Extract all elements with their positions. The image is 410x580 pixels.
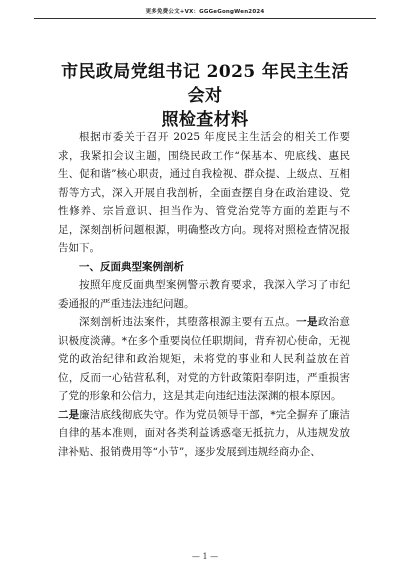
paragraph-2 <box>58 313 350 406</box>
intro-paragraph: 根据市委关于召开 2025 年度民主生活会的相关工作要求，我紧扣会议主题，围绕民政工作“保基本、兜底线、惠民生、促和谐”核心职责，通过自我检视、群众提、上级点、互相帮等方式，深入开展自我剖析，全面查摆自身在政治建设、党性修养、宗旨意识、担当作为、管党治党等方面的差距与不足，深刻剖析问题根源，明确整改方向。现将对照检查情况报告如下。 <box>58 131 350 254</box>
paragraph-2-rest: 政治意识极度淡薄。*在多个重要岗位任职期间，背弃初心使命，无视党的政治纪律和政治规矩，未将党的事业和人民利益放在首位，反而一心钻营私利，对党的方针政策阳奉阴违，严重损害了党的形象和公信力，这是其走向违纪违法深渊的根本原因。 <box>58 316 351 402</box>
paragraph-1: 按照年度反面典型案例警示教育要求，我深入学习了市纪委通报的严重违法违纪问题。 <box>58 279 350 310</box>
paragraph-3 <box>58 406 350 462</box>
header-divider <box>34 18 376 19</box>
paragraph-2-prefix: 深刻剖析违法案件，其堕落根源主要有五点。 <box>79 316 297 328</box>
document-title <box>60 60 350 132</box>
point-1-label: 一是 <box>296 316 318 328</box>
paragraph-3-rest: 廉洁底线彻底失守。作为党员领导干部，*完全摒弃了廉洁自律的基本准则，面对各类利益诱惑毫无抵抗力，从违规发放津补贴、报销费用等“小节”，逐步发展到违规经商办企、 <box>58 408 351 458</box>
section-heading-1: 一、反面典型案例剖析 <box>79 260 184 273</box>
header-note: 更多免费公文+VX：GGGeGongWen2024 <box>145 9 265 15</box>
title-line-1: 市民政局党组书记 2025 年民主生活会对 <box>61 62 349 106</box>
page-number: — 1 — <box>191 552 219 561</box>
point-2-label: 二是 <box>58 408 80 421</box>
document-body <box>58 128 350 461</box>
title-line-2: 照检查材料 <box>161 110 249 130</box>
